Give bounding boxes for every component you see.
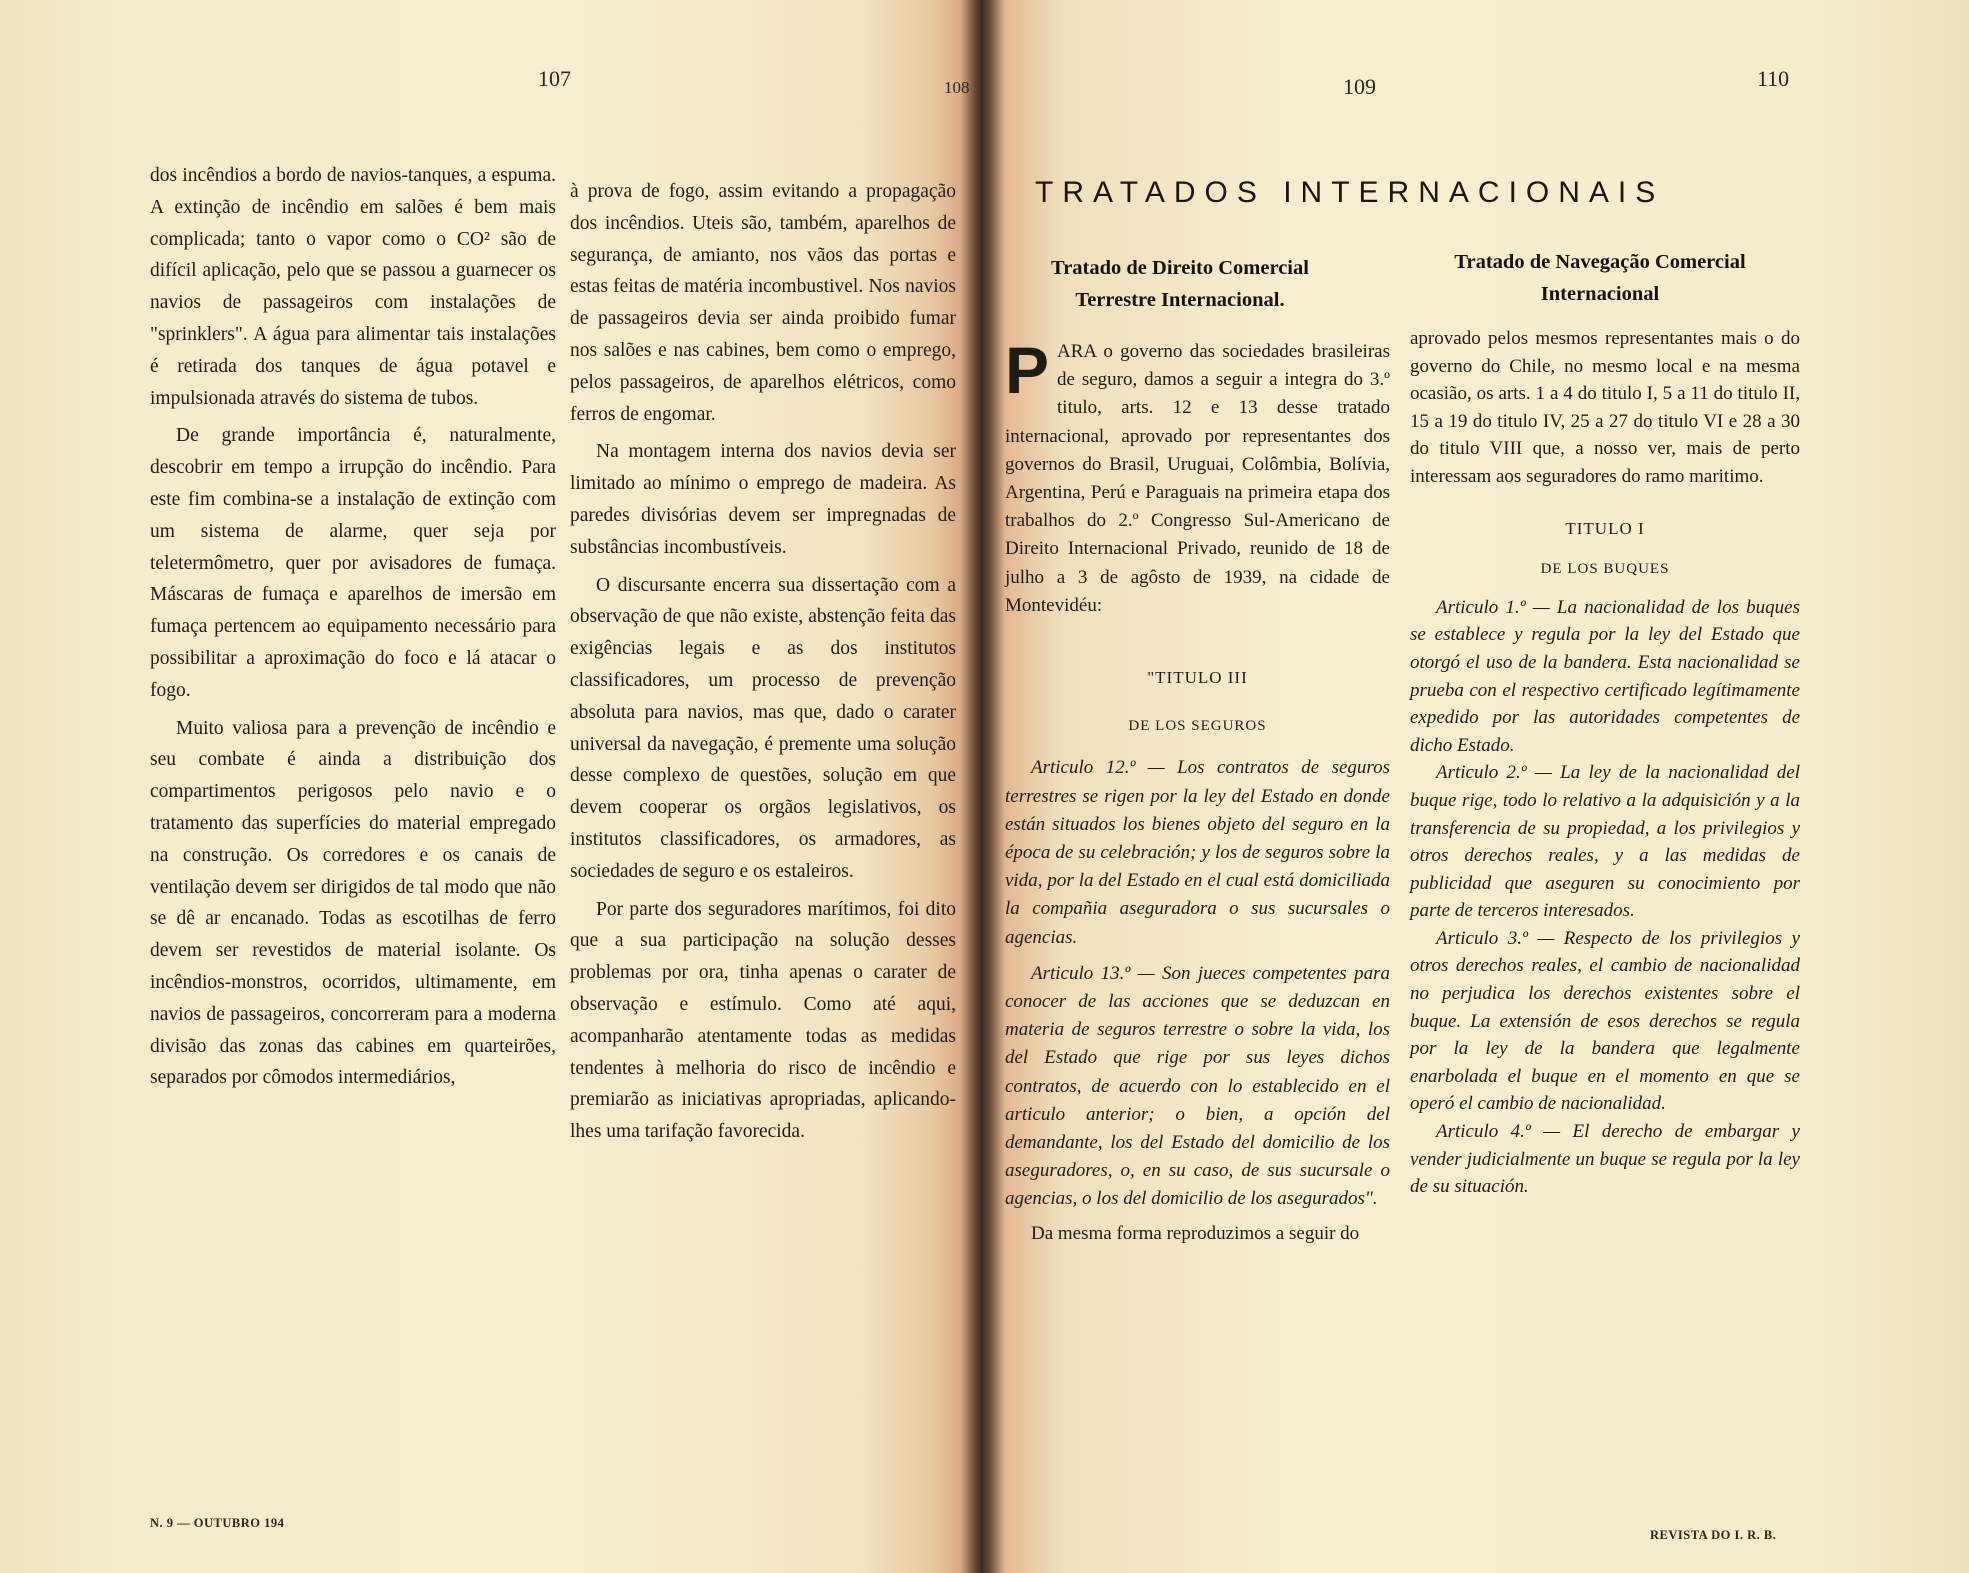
article-text: Son jueces competentes para conocer de las acciones que se deduzcan en materia de seguros terrestre o sobre la vida, los del Estado que rige por sus leyes dichos contratos, de acuerdo con lo establecido en el articulo anterior; o bien, a opción del demandante, los del Estado del domicilio de los aseguradores, o, en su caso, de sus sucursale o agencias, o los del domicilio de los asegurados". xyxy=(1005,962,1390,1210)
page-109-column xyxy=(1005,333,1390,1248)
page-108-column xyxy=(570,176,956,1148)
article-label: Articulo 1.º — xyxy=(1436,596,1550,618)
article-text: La nacionalidad de los buques se establece y regula por la ley del Estado que otorgó el uso de la bandera. Esta nacionalidad se prueba con el respectivo certificado legítimamente expedido por las autoridades competentes de dicho Estado. xyxy=(1410,596,1800,756)
article-label: Articulo 4.º — xyxy=(1436,1121,1561,1143)
paragraph: Da mesma forma reproduzimos a seguir do xyxy=(1031,1222,1360,1244)
page-number-108: 108 xyxy=(944,78,970,97)
article-text: El derecho de embargar y vender judicialmente un buque se regula por la ley de su situación. xyxy=(1410,1121,1800,1198)
paragraph: Por parte dos seguradores marítimos, foi dito que a sua participação na solução desses problemas por ora, tinha apenas o carater de observação e estímulo. Como até aqui, acompanharão atentamente todas as medidas tendentes à melhoria do risco de incêndio e premiarão as iniciativas apropriadas, aplicando-lhes uma tarifação favorecida. xyxy=(570,898,956,1143)
titulo-heading: TITULO I xyxy=(1565,518,1645,538)
article-text: Respecto de los privilegios y otros derechos reales, el cambio de nacionalidad no perjudica los derechos existentes sobre el buque. La extensión de esos derechos se regula por la ley de la bandera que legalmente enarbolada el buque en el momento en que se operó el cambio de nacionalidad. xyxy=(1410,927,1801,1115)
page-number-110: 110 xyxy=(1757,66,1790,91)
page-110-column xyxy=(1410,325,1800,1201)
paragraph: Muito valiosa para a prevenção de incêndio e seu combate é ainda a distribuição dos compartimentos perigosos pelo navio e o tratamento das superfícies do material empregado na construção. Os corredores e os canais de ventilação devem ser dirigidos de tal modo que não se dê ar encanado. Todas as escotilhas de ferro devem ser revestidos de material isolante. Os incêndios-monstros, ocorridos, ultimamente, em navios de passageiros, concorreram para a moderna divisão das zonas das cabines em quarteirões, separados por cômodos intermediários, xyxy=(150,717,556,1089)
titulo-subheading: DE LOS SEGUROS xyxy=(1128,718,1267,735)
drop-cap: P xyxy=(1005,333,1050,407)
article xyxy=(1410,925,1800,1118)
article-text: La ley de la nacionalidad del buque rige, todo lo relativo a la adquisición y a la transferencia de su propiedad, a los privilegios y otros derechos reales, y a las medidas de publicidad que aseguren su conocimiento por parte de terceros interesados. xyxy=(1410,762,1801,922)
paragraph: dos incêndios a bordo de navios-tanques, a espuma. A extinção de incêndio em salões é bem mais complicada; tanto o vapor como o CO² são de difícil aplicação, pelo que se passou a guarnecer os navios de passageiros com instalações de "sprinklers". A água para alimentar tais instalações é retirada dos tanques de água potavel e impulsionada através do sistema de tubos. xyxy=(150,165,556,409)
titulo-subheading: DE LOS BUQUES xyxy=(1540,561,1670,578)
paragraph xyxy=(1005,333,1390,620)
article-text: Los contratos de seguros terrestres se rigen por la ley del Estado en donde están situados los bienes objeto del seguro en la época de su celebración; y los de seguros sobre la vida, por la del Estado en el cual está domiciliada la compañia aseguradora o sus sucursales o agencias. xyxy=(1005,757,1390,948)
treaty-heading-terrestre: Tratado de Direito Comercial Terrestre Internacional. xyxy=(1051,257,1309,311)
paragraph: Na montagem interna dos navios devia ser limitado ao mínimo o emprego de madeira. As paredes divisórias devem ser impregnadas de substâncias incombustíveis. xyxy=(570,441,956,558)
article-label: Articulo 2.º — xyxy=(1436,762,1552,784)
treaty-heading-navegacao: Tratado de Navegação Comercial Internacional xyxy=(1454,251,1746,305)
footer-issue: N. 9 — OUTUBRO 194 xyxy=(150,1516,285,1530)
article xyxy=(1410,594,1800,760)
footer-journal: REVISTA DO I. R. B. xyxy=(1650,1528,1777,1542)
article-label: Articulo 12.º — xyxy=(1031,757,1165,779)
page-107-column xyxy=(150,160,556,1094)
article xyxy=(1005,960,1390,1214)
paragraph: aprovado pelos mesmos representantes mais o do governo do Chile, no mesmo local e na mesma ocasião, os arts. 1 a 4 do titulo I, 5 a 11 do titulo II, 15 a 19 do titulo IV, 25 a 27 do titulo VI e 28 a 30 do titulo VIII que, a nosso ver, mais de perto interessam aos seguradores do ramo maritimo. xyxy=(1410,328,1800,487)
titulo-heading: "TITULO III xyxy=(1147,668,1248,688)
paragraph: à prova de fogo, assim evitando a propagação dos incêndios. Uteis são, também, aparelhos de segurança, de amianto, nos vãos das portas e estas feitas de matéria incombustivel. Nos navios de passageiros devia ser ainda proibido fumar nos salões e nas cabines, bem como o emprego, pelos passageiros, de aparelhos elétricos, como ferros de engomar. xyxy=(570,181,956,425)
section-title: TRATADOS INTERNACIONAIS xyxy=(1035,176,1665,209)
paragraph: O discursante encerra sua dissertação com a observação de que não existe, abstenção feita das exigências legais e as dos institutos classificadores, um processo de prevenção absoluta para navios, mas que, dado o carater universal da navegação, é premente uma solução desse complexo de questões, solução em que devem cooperar os orgãos legislativos, os institutos classificadores, os armadores, as sociedades de seguro e os estaleiros. xyxy=(570,574,956,882)
article xyxy=(1410,1118,1800,1201)
article-label: Articulo 13.º — xyxy=(1031,962,1155,984)
paragraph: De grande importância é, naturalmente, descobrir em tempo a irrupção do incêndio. Para este fim combina-se a instalação de extinção com um sistema de alarme, quer seja por teletermômetro, quer por avisadores de fumaça. Máscaras de fumaça e aparelhos de imersão em fumaça pertencem ao equipamento necessário para possibilitar a aproximação do foco e lá atacar o fogo. xyxy=(150,425,556,701)
article-label: Articulo 3.º — xyxy=(1436,927,1555,949)
page-number-109: 109 xyxy=(1343,74,1376,99)
intro-text: ARA o governo das sociedades brasileiras de seguro, damos a seguir a integra do 3.º titulo, arts. 12 e 13 desse tratado internacional, aprovado por representantes dos governos do Brasil, Uruguai, Colômbia, Bolívia, Argentina, Perú e Paraguais na primeira etapa dos trabalhos do 2.º Congresso Sul-Americano de Direito Internacional Privado, reunido de 18 de julho a 3 de agôsto de 1939, na cidade de Montevidéu: xyxy=(1005,341,1390,616)
page-number-107: 107 xyxy=(538,66,571,91)
article xyxy=(1005,754,1390,951)
article xyxy=(1410,759,1800,925)
